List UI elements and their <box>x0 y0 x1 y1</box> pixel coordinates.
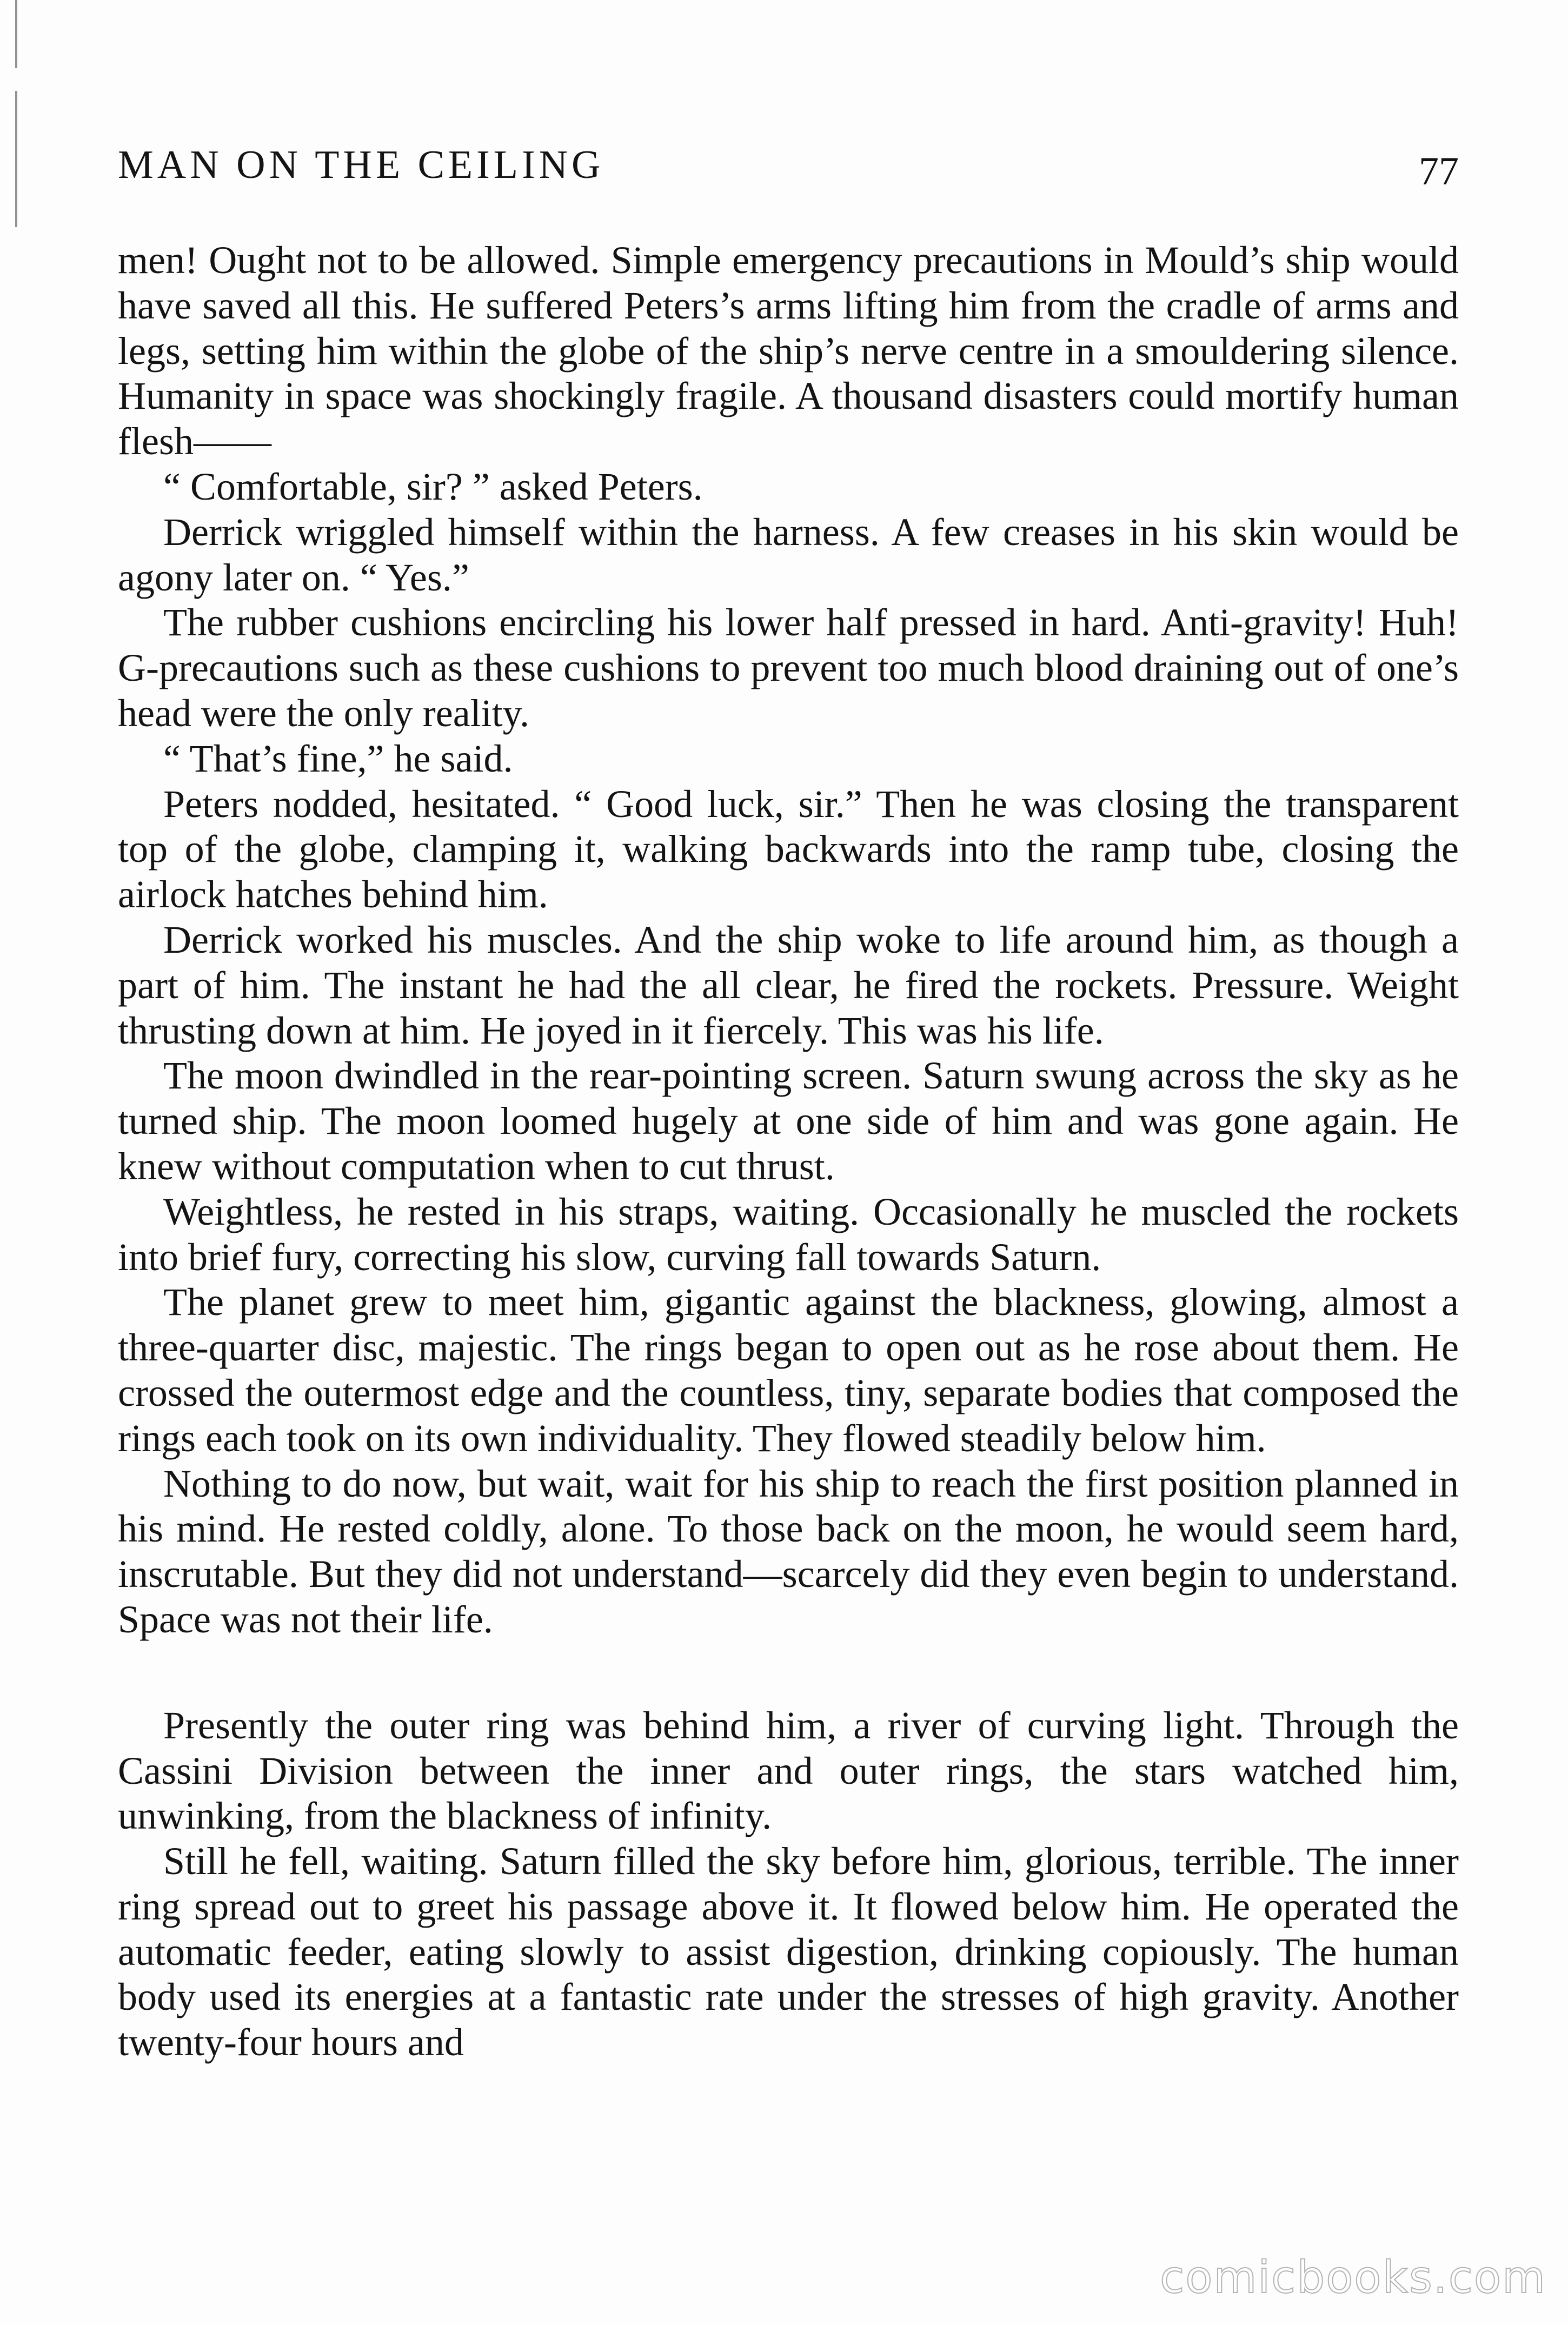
paragraph: Derrick worked his muscles. And the ship woke to life around him, as though a part of him. The instant he had the all clear, he fired the rockets. Pressure. Weight thrusting down at him. He joyed in it fiercely. This was his life. <box>118 918 1459 1052</box>
watermark: comicbooks.com <box>1160 2252 1546 2303</box>
paragraph: Peters nodded, hesitated. “ Good luck, sir.” Then he was closing the transparent top of the globe, clamping it, walking backwards into the ramp tube, closing the airlock hatches behind him. <box>118 782 1459 916</box>
paragraph: Still he fell, waiting. Saturn filled the sky before him, glorious, terrible. The inner ring spread out to greet his passage above it. It flowed below him. He operated the automatic feeder, eating slowly to assist digestion, drinking copiously. The human body used its energies at a fantastic rate under the stresses of high gravity. Another twenty-four hours and <box>118 1839 1459 2064</box>
paragraph: Nothing to do now, but wait, wait for his ship to reach the first position planned in his mind. He rested coldly, alone. To those back on the moon, he would seem hard, inscrutable. But they did not understand—scarcely did they even begin to understand. Space was not their life. <box>118 1462 1459 1641</box>
running-title: MAN ON THE CEILING <box>118 143 604 187</box>
section-break <box>118 1643 1459 1703</box>
page-number: 77 <box>1419 149 1459 194</box>
paragraph: men! Ought not to be allowed. Simple emergency precautions in Mould’s ship would have saved all this. He suffered Peters’s arms lifting him from the cradle of arms and legs, setting him within the globe of the ship’s nerve centre in a smouldering silence. Humanity in space was shockingly fragile. A thousand disasters could mortify human flesh—— <box>118 238 1459 463</box>
paragraph: Presently the outer ring was behind him, a river of curving light. Through the Cassini Division between the inner and outer rings, the stars watched him, unwinking, from the blackness of infinity. <box>118 1703 1459 1838</box>
paragraph: “ That’s fine,” he said. <box>163 736 513 780</box>
page-edge-mark <box>15 0 17 227</box>
paragraph: The rubber cushions encircling his lower half pressed in hard. Anti-gravity! Huh! G-precautions such as these cushions to prevent too much blood draining out of one’s head were the only reality. <box>118 601 1459 735</box>
paragraph: Derrick wriggled himself within the harness. A few creases in his skin would be agony later on. “ Yes.” <box>118 510 1459 599</box>
paragraph: The moon dwindled in the rear-pointing screen. Saturn swung across the sky as he turned ship. The moon loomed hugely at one side of him and was gone again. He knew without computation when to cut thrust. <box>118 1054 1459 1188</box>
running-head <box>118 135 1459 195</box>
body-text <box>118 238 1459 2065</box>
paragraph: Weightless, he rested in his straps, waiting. Occasionally he muscled the rockets into brief fury, correcting his slow, curving fall towards Saturn. <box>118 1190 1459 1279</box>
paragraph: “ Comfortable, sir? ” asked Peters. <box>163 464 703 508</box>
paragraph: The planet grew to meet him, gigantic against the blackness, glowing, almost a three-quarter disc, majestic. The rings began to open out as he rose about them. He crossed the outermost edge and the countless, tiny, separate bodies that composed the rings each took on its own individuality. They flowed steadily below him. <box>118 1280 1459 1460</box>
